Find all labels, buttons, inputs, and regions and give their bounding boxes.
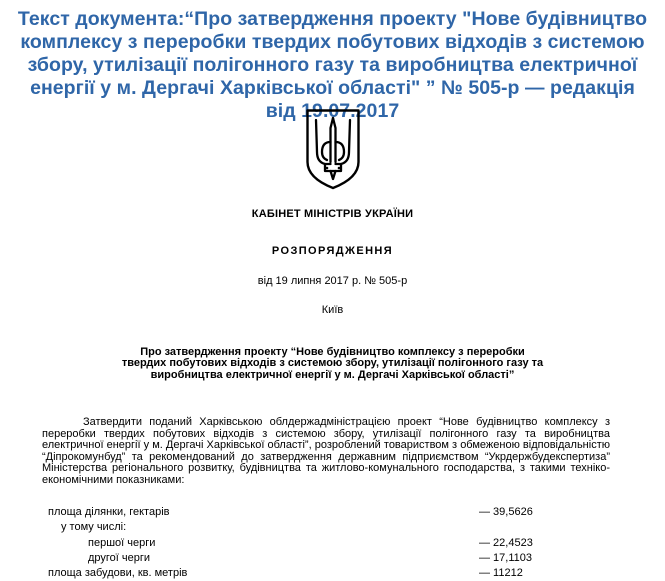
indicator-label: другої черги [88,551,151,564]
indicator-value: — 22,4523 [479,536,533,549]
indicator-row [0,551,665,566]
page-title: Текст документа:“Про затвердження проекту "Нове будівництво комплексу з переробки твердих побутових відходів з системою збору, утилізації полігонного газу та виробництва електричної енергії у м. Дергачі Харківської області" ” № 505-р — редакція від 19.07.2017 [17,8,648,122]
issue-city: Київ [321,304,344,316]
issuing-authority: КАБІНЕТ МІНІСТРІВ УКРАЇНИ [251,208,414,220]
indicator-row [0,505,665,520]
indicator-value: — 39,5626 [479,506,533,518]
indicator-label: у тому числі: [61,521,127,534]
document-type: РОЗПОРЯДЖЕННЯ [271,245,394,257]
indicators-list [0,505,665,581]
document-heading: Про затвердження проекту “Нове будівництво комплексу з переробки твердих побутових відходів з системою збору, утилізації полігонного газу та виробництва електричної енергії у м. Дергачі Харківської області” [121,346,544,381]
trident-emblem-icon [305,108,361,190]
indicator-value: — 17,1103 [479,551,533,564]
indicator-row [0,536,665,551]
indicator-label: площа забудови, кв. метрів [48,567,188,580]
body-paragraph: Затвердити поданий Харківською облдержадміністрацією проект “Нове будівництво комплексу з переробки твердих побутових відходів з системою збору, утилізації полігонного газу та виробництва електричної енергії у м. Дергачі Харківської області”, розроблений товариством з обмеженою відповідальністю “Діпрокомунбуд” та рекомендований до затвердження державним підприємством “Укрдержбудекспертиза” Міністерства регіонального розвитку, будівництва та житлово-комунального господарства, з такими техніко-економічними показниками: [42,416,610,486]
emblem [0,108,665,195]
indicator-value: — 11212 [479,567,523,580]
indicator-label: першої черги [88,536,156,549]
document-date-number: від 19 липня 2017 р. № 505-р [257,275,408,287]
indicator-label: площа ділянки, гектарів [48,506,170,518]
indicator-row [0,520,665,535]
